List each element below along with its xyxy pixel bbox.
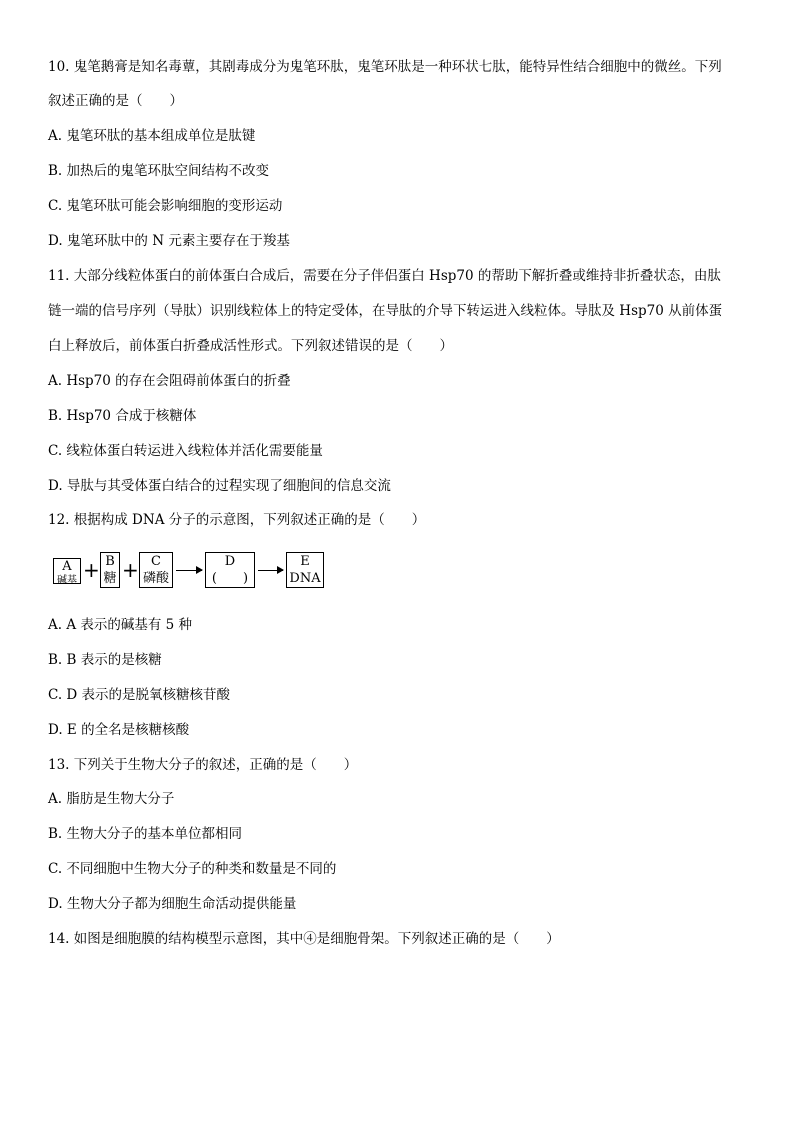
q14-stem: 14. 如图是细胞膜的结构模型示意图，其中④是细胞骨架。下列叙述正确的是（ ）: [48, 931, 560, 947]
box-d-label: ( ): [211, 571, 249, 586]
q11-stem-line2: 链一端的信号序列（导肽）识别线粒体上的特定受体，在导肽的介导下转运进入线粒体。导肽及 Hsp70 从前体蛋: [48, 303, 723, 319]
q10-stem-line2: 叙述正确的是（ ）: [48, 93, 183, 109]
box-b-letter: B: [105, 554, 115, 569]
q12-stem: 12. 根据构成 DNA 分子的示意图，下列叙述正确的是（ ）: [48, 512, 426, 528]
box-c-label: 磷酸: [142, 571, 169, 586]
box-a-letter: A: [62, 559, 72, 574]
q13-option-d: D. 生物大分子都为细胞生命活动提供能量: [48, 896, 297, 912]
diagram-box-a: [53, 558, 81, 584]
q12-option-d: D. E 的全名是核糖核酸: [48, 722, 190, 738]
q11-option-d: D. 导肽与其受体蛋白结合的过程实现了细胞间的信息交流: [48, 478, 391, 494]
diagram-box-b: [100, 552, 120, 588]
arrow-right-icon: [258, 570, 283, 571]
box-b-label: 糖: [103, 571, 117, 586]
diagram-box-c: [139, 552, 173, 588]
q13-option-b: B. 生物大分子的基本单位都相同: [48, 826, 243, 842]
q12-option-b: B. B 表示的是核糖: [48, 652, 162, 668]
plus-sign-2: +: [122, 558, 139, 582]
q11-stem-line3: 白上释放后，前体蛋白折叠成活性形式。下列叙述错误的是（ ）: [48, 338, 453, 354]
box-e-label: DNA: [289, 571, 321, 586]
arrow-right-icon: [176, 570, 202, 571]
box-c-letter: C: [151, 554, 161, 569]
q12-option-a: A. A 表示的碱基有 5 种: [48, 617, 193, 633]
q11-option-a: A. Hsp70 的存在会阻碍前体蛋白的折叠: [48, 373, 291, 389]
q10-option-b: B. 加热后的鬼笔环肽空间结构不改变: [48, 163, 270, 179]
diagram-box-e: [286, 552, 324, 588]
q10-option-a: A. 鬼笔环肽的基本组成单位是肽键: [48, 128, 256, 144]
q11-stem-line1: 11. 大部分线粒体蛋白的前体蛋白合成后，需要在分子伴侣蛋白 Hsp70 的帮助下解折叠或维持非折叠状态，由肽: [48, 268, 721, 284]
q12-option-c: C. D 表示的是脱氧核糖核苷酸: [48, 687, 231, 703]
q11-option-b: B. Hsp70 合成于核糖体: [48, 408, 197, 424]
box-a-label: 碱基: [57, 575, 77, 586]
q10-option-d: D. 鬼笔环肽中的 N 元素主要存在于羧基: [48, 233, 290, 249]
q13-stem: 13. 下列关于生物大分子的叙述，正确的是（ ）: [48, 757, 358, 773]
plus-sign-1: +: [83, 558, 100, 582]
dna-composition-diagram: [53, 550, 343, 592]
q13-option-c: C. 不同细胞中生物大分子的种类和数量是不同的: [48, 861, 337, 877]
q11-option-c: C. 线粒体蛋白转运进入线粒体并活化需要能量: [48, 443, 323, 459]
q13-option-a: A. 脂肪是生物大分子: [48, 791, 175, 807]
box-d-letter: D: [224, 554, 236, 569]
q10-stem-line1: 10. 鬼笔鹅膏是知名毒蕈，其剧毒成分为鬼笔环肽，鬼笔环肽是一种环状七肽，能特异性结合细胞中的微丝。下列: [48, 59, 722, 75]
diagram-box-d: [205, 552, 255, 588]
box-e-letter: E: [300, 554, 310, 569]
q10-option-c: C. 鬼笔环肽可能会影响细胞的变形运动: [48, 198, 283, 214]
